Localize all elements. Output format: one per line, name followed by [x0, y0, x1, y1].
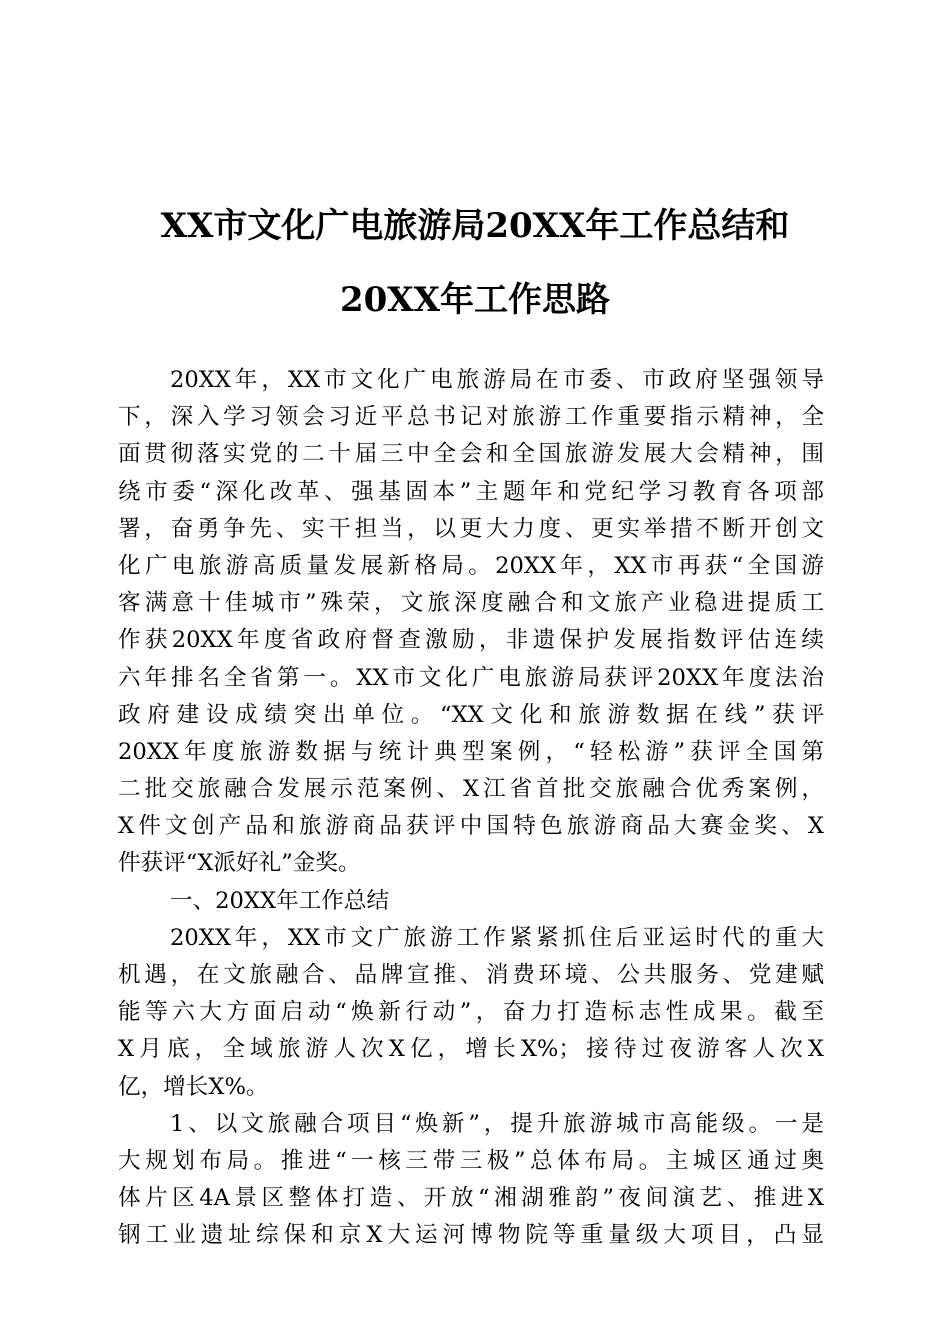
body-line: 体片区4A景区整体打造、开放“湘湖雅韵”夜间演艺、推进X — [118, 1185, 824, 1212]
body-line: 机遇，在文旅融合、品牌宣推、消费环境、公共服务、党建赋 — [118, 962, 824, 988]
body-line: 20XX年，XX市文化广电旅游局在市委、市政府坚强领导 — [170, 367, 824, 393]
body-line: 亿，增长X%。 — [118, 1073, 269, 1100]
body-line: 大规划布局。推进“一核三带三极”总体布局。主城区通过奥 — [118, 1147, 824, 1174]
body-line: 客满意十佳城市”殊荣，文旅深度融合和文旅产业稳进提质工 — [118, 590, 824, 617]
body-line: 下，深入学习领会习近平总书记对旅游工作重要指示精神，全 — [118, 404, 824, 431]
body-line: 面贯彻落实党的二十届三中全会和全国旅游发展大会精神，围 — [118, 441, 824, 468]
body-line: 化广电旅游高质量发展新格局。20XX年，XX市再获“全国游 — [118, 552, 824, 579]
body-line: 政府建设成绩突出单位。“XX文化和旅游数据在线”获评 — [118, 701, 824, 728]
body-line: X件文创产品和旅游商品获评中国特色旅游商品大赛金奖、X — [118, 813, 824, 840]
document-body — [118, 362, 824, 1255]
body-line: 作获20XX年度省政府督查激励，非遗保护发展指数评估连续 — [118, 627, 824, 654]
document-title-line-1: XX市文化广电旅游局20XX年工作总结和 — [160, 206, 790, 246]
body-line: 一、20XX年工作总结 — [170, 887, 390, 914]
body-line: 能等六大方面启动“焕新行动”，奋力打造标志性成果。截至 — [118, 999, 824, 1026]
body-line: 六年排名全省第一。XX市文化广电旅游局获评20XX年度法治 — [118, 664, 824, 691]
body-line: 绕市委“深化改革、强基固本”主题年和党纪学习教育各项部 — [118, 478, 824, 505]
body-line: 二批交旅融合发展示范案例、X江省首批交旅融合优秀案例， — [118, 776, 824, 803]
body-line: 1、以文旅融合项目“焕新”，提升旅游城市高能级。一是 — [170, 1110, 824, 1137]
body-line: 钢工业遗址综保和京X大运河博物院等重量级大项目，凸显 — [118, 1222, 824, 1249]
body-line: 20XX年，XX市文广旅游工作紧紧抓住后亚运时代的重大 — [170, 924, 824, 951]
document-title-line-2: 20XX年工作思路 — [339, 280, 611, 320]
body-line: 署，奋勇争先、实干担当，以更大力度、更实举措不断开创文 — [118, 515, 824, 542]
body-line: X月底，全域旅游人次X亿，增长X%；接待过夜游客人次X — [118, 1036, 824, 1063]
body-line: 20XX年度旅游数据与统计典型案例，“轻松游”获评全国第 — [118, 738, 824, 765]
body-line: 件获评“X派好礼”金奖。 — [118, 850, 361, 877]
